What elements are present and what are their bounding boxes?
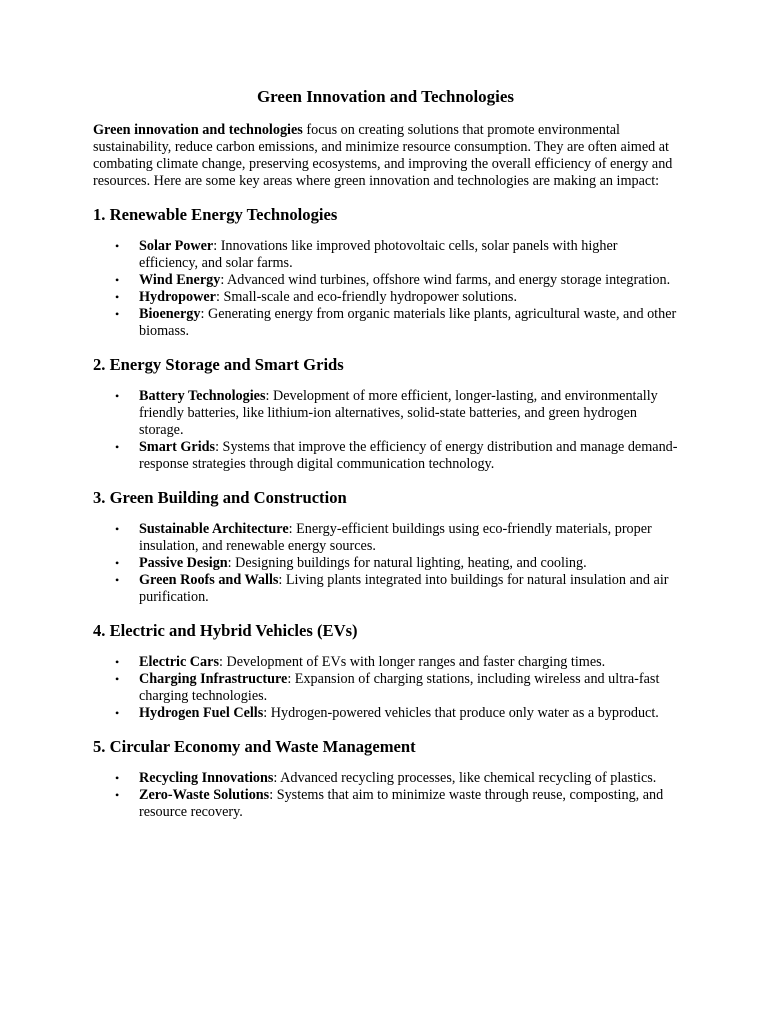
bullet-list: [93, 388, 678, 473]
bullet-icon: •: [115, 307, 120, 321]
item-term: Hydropower: [139, 289, 216, 305]
bullet-list: [93, 238, 678, 340]
item-text: : Advanced recycling processes, like chemical recycling of plastics.: [273, 770, 657, 786]
list-item: [93, 521, 678, 555]
section-heading: 4. Electric and Hybrid Vehicles (EVs): [93, 621, 358, 640]
bullet-icon: •: [115, 655, 120, 669]
item-text: : Energy-efficient buildings using eco-friendly materials, proper insulation, and renewable energy sources.: [139, 521, 652, 554]
bullet-icon: •: [115, 706, 120, 720]
item-text: : Systems that improve the efficiency of energy distribution and manage demand-response strategies through digital communication technology.: [139, 439, 678, 472]
list-item: [93, 654, 678, 671]
item-text: : Development of more efficient, longer-lasting, and environmentally friendly batteries, like lithium-ion alternatives, solid-state batteries, and green hydrogen storage.: [139, 388, 658, 438]
list-item: [93, 388, 678, 439]
item-text: : Innovations like improved photovoltaic cells, solar panels with higher efficiency, and solar farms.: [139, 238, 618, 271]
section-heading: 1. Renewable Energy Technologies: [93, 205, 338, 224]
item-text: : Designing buildings for natural lighting, heating, and cooling.: [227, 555, 587, 571]
item-text: : Living plants integrated into buildings for natural insulation and air purification.: [139, 572, 669, 605]
bullet-icon: •: [115, 788, 120, 802]
bullet-icon: •: [115, 290, 120, 304]
intro-paragraph: [93, 122, 678, 190]
list-item: [93, 555, 678, 572]
item-term: Green Roofs and Walls: [139, 572, 279, 588]
section-heading: 3. Green Building and Construction: [93, 488, 347, 507]
intro-text: focus on creating solutions that promote environmental sustainability, reduce carbon emissions, and minimize resource consumption. They are often aimed at combating climate change, preserving ecosystems, and improving the overall efficiency of energy and resources. Here are some key areas where green innovation and technologies are making an impact:: [93, 122, 673, 189]
section-heading: 2. Energy Storage and Smart Grids: [93, 355, 344, 374]
list-item: [93, 671, 678, 705]
item-term: Hydrogen Fuel Cells: [139, 705, 264, 721]
item-term: Recycling Innovations: [139, 770, 274, 786]
document-page: [93, 86, 678, 833]
document-title: Green Innovation and Technologies: [256, 87, 515, 106]
bullet-icon: •: [115, 672, 120, 686]
bullet-icon: •: [115, 239, 120, 253]
bullet-icon: •: [115, 771, 120, 785]
item-text: : Generating energy from organic materials like plants, agricultural waste, and other biomass.: [139, 306, 677, 339]
list-item: [93, 439, 678, 473]
item-term: Battery Technologies: [139, 388, 266, 404]
section-heading: 5. Circular Economy and Waste Management: [93, 737, 416, 756]
item-term: Solar Power: [139, 238, 214, 254]
list-item: [93, 289, 678, 306]
list-item: [93, 306, 678, 340]
bullet-icon: •: [115, 273, 120, 287]
item-text: : Development of EVs with longer ranges and faster charging times.: [218, 654, 606, 670]
list-item: [93, 572, 678, 606]
item-term: Bioenergy: [139, 306, 201, 322]
bullet-icon: •: [115, 573, 120, 587]
item-term: Electric Cars: [139, 654, 219, 670]
list-item: [93, 770, 678, 787]
bullet-icon: •: [115, 522, 120, 536]
bullet-icon: •: [115, 440, 120, 454]
bullet-list: [93, 770, 678, 821]
intro-lead: Green innovation and technologies: [93, 122, 303, 138]
item-text: : Hydrogen-powered vehicles that produce only water as a byproduct.: [263, 705, 659, 721]
item-term: Sustainable Architecture: [139, 521, 289, 537]
item-term: Wind Energy: [139, 272, 221, 288]
list-item: [93, 238, 678, 272]
bullet-icon: •: [115, 389, 120, 403]
bullet-list: [93, 654, 678, 722]
item-term: Charging Infrastructure: [139, 671, 288, 687]
bullet-list: [93, 521, 678, 606]
item-text: : Advanced wind turbines, offshore wind farms, and energy storage integration.: [220, 272, 671, 288]
list-item: [93, 705, 678, 722]
item-term: Passive Design: [139, 555, 228, 571]
item-text: : Small-scale and eco-friendly hydropower solutions.: [215, 289, 517, 305]
item-term: Zero-Waste Solutions: [139, 787, 270, 803]
bullet-icon: •: [115, 556, 120, 570]
item-term: Smart Grids: [139, 439, 216, 455]
item-text: : Systems that aim to minimize waste through reuse, composting, and resource recovery.: [139, 787, 664, 820]
item-text: : Expansion of charging stations, including wireless and ultra-fast charging technologies.: [139, 671, 660, 704]
list-item: [93, 787, 678, 821]
list-item: [93, 272, 678, 289]
